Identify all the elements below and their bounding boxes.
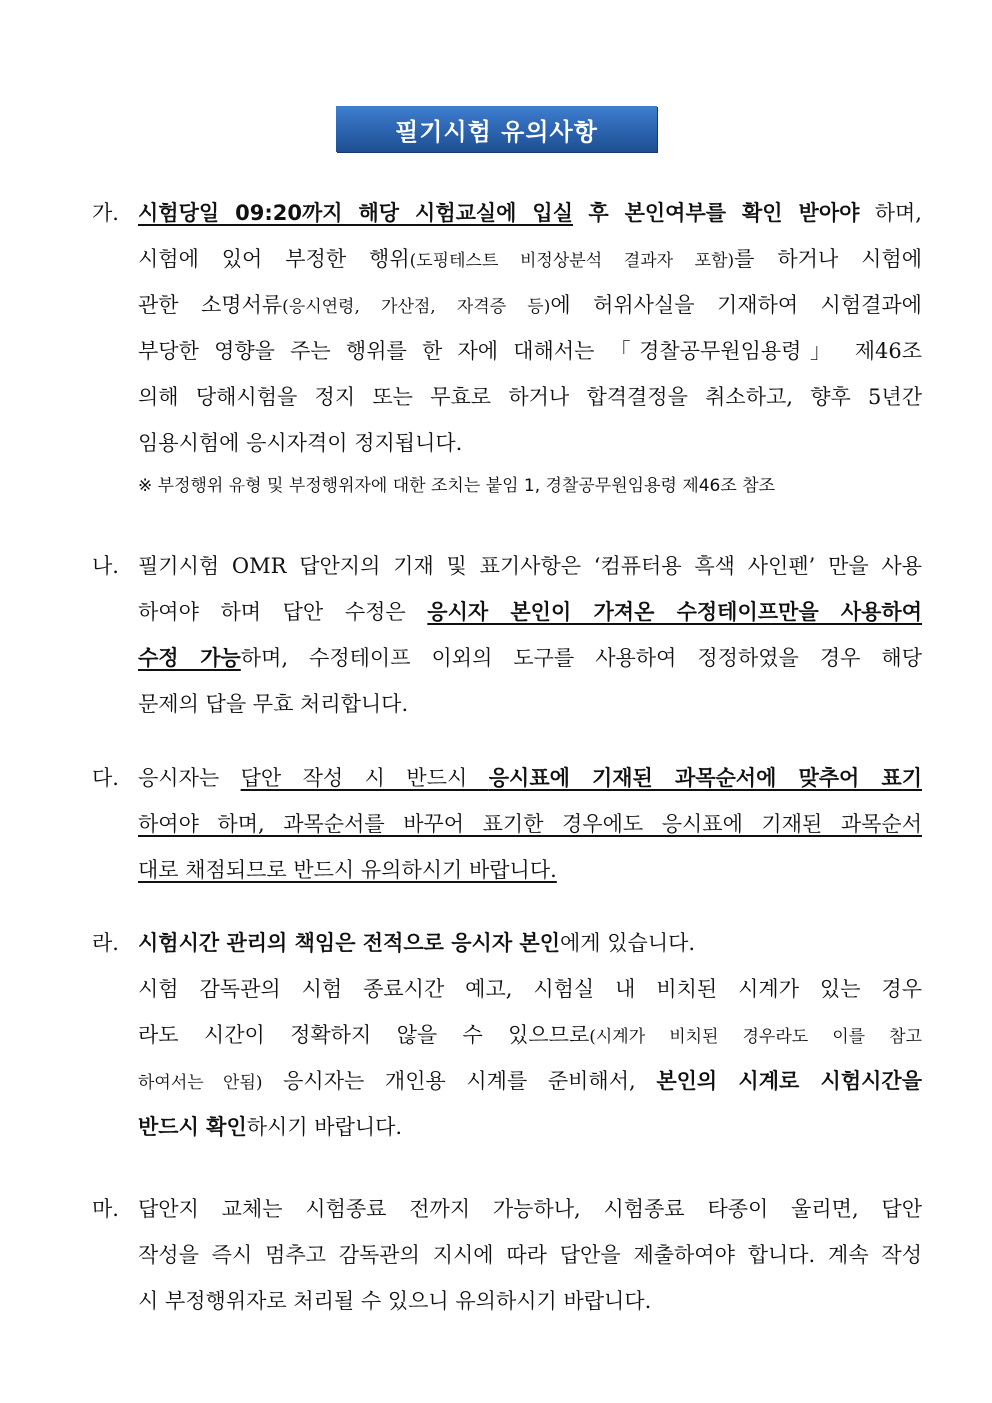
emphasis-text: 후 본인여부를 확인 받아야 xyxy=(588,201,860,225)
item-marker: 마. xyxy=(92,1197,119,1221)
notice-item-ra: 라. 시험시간 관리의 책임은 전적으로 응시자 본인에게 있습니다. 시험 감독관의 시험 종료시간 예고, 시험실 내 비치된 시계가 있는 경우 라도 시간이 정확하지 않을 수 있으므로(시계가 비치된 경우라도 이를 참고 하여서는 안됨) 응시자는 개인용 시계를 준비해서, 본인의 시계로 시험시간을 반드시 확인하시기 바랍니다. xyxy=(92,920,922,1150)
emphasis-text: 응시자 본인이 가져온 수정테이프만을 사용하여 xyxy=(427,600,922,624)
page-title: 필기시험 유의사항 xyxy=(336,106,657,152)
notice-item-na: 나. 필기시험 OMR 답안지의 기재 및 표기사항은 ‘컴퓨터용 흑색 사인펜’ 만을 사용 하여야 하며 답안 수정은 응시자 본인이 가져온 수정테이프만을 사용하여 수정 가능하며, 수정테이프 이외의 도구를 사용하여 정정하였을 경우 해당 문제의 답을 무효 처리합니다. xyxy=(92,543,922,727)
item-marker: 가. xyxy=(92,201,119,225)
emphasis-text: 반드시 확인 xyxy=(138,1115,247,1139)
item-marker: 나. xyxy=(92,554,119,578)
item-marker: 라. xyxy=(92,931,119,955)
emphasis-text: 시험당일 09:20까지 해당 시험교실에 입실 xyxy=(138,201,573,225)
notice-item-ga: 가. 시험당일 09:20까지 해당 시험교실에 입실 후 본인여부를 확인 받아야 하며, 시험에 있어 부정한 행위(도핑테스트 비정상분석 결과자 포함)를 하거나 시험에 관한 소명서류(응시연령, 가산점, 자격증 등)에 허위사실을 기재하여 시험결과에 부당한 영향을 주는 행위를 한 자에 대해서는 「경찰공무원임용령」 제46조 의해 당해시험을 정지 또는 무효로 하거나 합격결정을 취소하고, 향후 5년간 임용시험에 응시자격이 정지됩니다. ※ 부정행위 유형 및 부정행위자에 대한 조치는 붙임 1, 경찰공무원임용령 제46조 참조 xyxy=(92,190,922,506)
emphasis-text: 시험시간 관리의 책임은 전적으로 응시자 본인 xyxy=(138,931,560,955)
emphasis-text: 응시표에 기재된 과목순서에 맞추어 표기 xyxy=(488,766,922,790)
notice-item-ma: 마. 답안지 교체는 시험종료 전까지 가능하나, 시험종료 타종이 울리면, 답안 작성을 즉시 멈추고 감독관의 지시에 따라 답안을 제출하여야 합니다. 계속 작성 시 부정행위자로 처리될 수 있으니 유의하시기 바랍니다. xyxy=(92,1186,922,1324)
emphasis-text: 수정 가능 xyxy=(138,646,241,670)
reference-note: ※ 부정행위 유형 및 부정행위자에 대한 조치는 붙임 1, 경찰공무원임용령 제46조 참조 xyxy=(138,476,776,496)
item-marker: 다. xyxy=(92,766,119,790)
notice-item-da: 다. 응시자는 답안 작성 시 반드시 응시표에 기재된 과목순서에 맞추어 표기 하여야 하며, 과목순서를 바꾸어 표기한 경우에도 응시표에 기재된 과목순서 대로 채점되므로 반드시 유의하시기 바랍니다. xyxy=(92,755,922,893)
emphasis-text: 본인의 시계로 시험시간을 xyxy=(656,1069,922,1093)
